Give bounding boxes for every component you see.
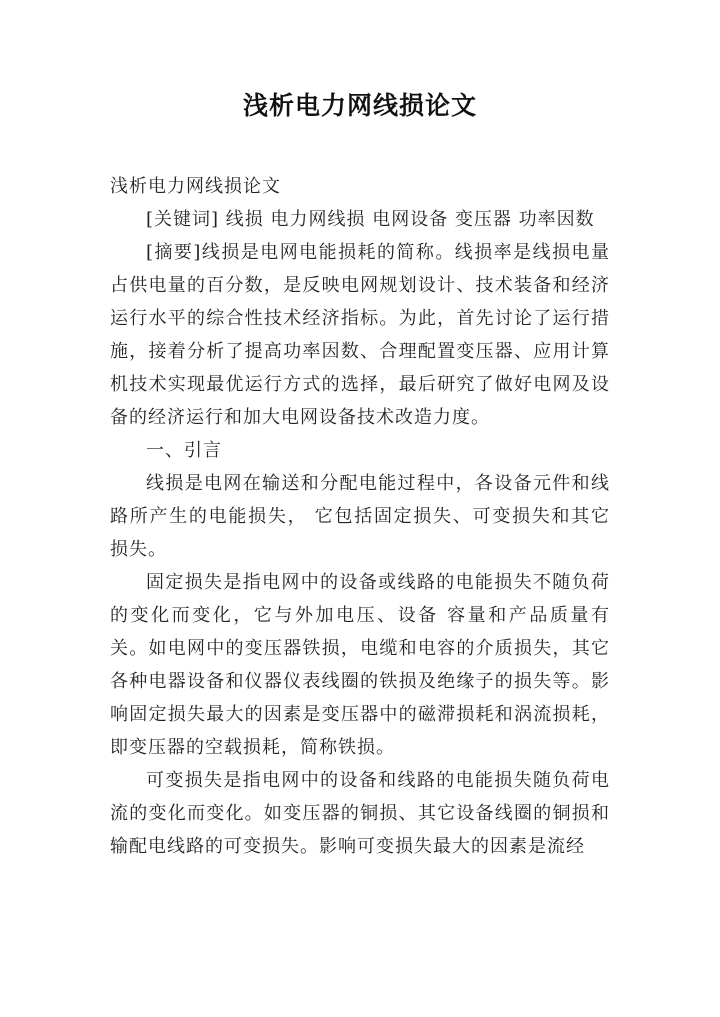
page-title: 浅析电力网线损论文 [242, 91, 477, 120]
keywords-paragraph: [关键词] 线损 电力网线损 电网设备 变压器 功率因数 [146, 209, 595, 230]
abstract-paragraph: [摘要]线损是电网电能损耗的简称。线损率是线损电量占供电量的百分数，是反映电网规划设计、技术装备和经济运行水平的综合性技术经济指标。为此，首先讨论了运行措施，接着分析了提高功率因数、合理配置变压器、应用计算机技术实现最优运行方式的选择，最后研究了做好电网及设备的经济运行和加大电网设备技术改造力度。 [110, 242, 610, 428]
subtitle-paragraph: 浅析电力网线损论文 [110, 176, 281, 197]
body-paragraph: 固定损失是指电网中的设备或线路的电能损失不随负荷的变化而变化，它与外加电压、设备 容量和产品质量有关。如电网中的变压器铁损，电缆和电容的介质损失，其它各种电器设备和仪器仪表线圈的铁损及绝缘子的损失等。影响固定损失最大的因素是变压器中的磁滞损耗和涡流损耗，即变压器的空载损耗，简称铁损。 [110, 572, 610, 758]
document-body [110, 170, 610, 863]
body-paragraph: 线损是电网在输送和分配电能过程中，各设备元件和线路所产生的电能损失， 它包括固定损失、可变损失和其它损失。 [110, 473, 610, 560]
body-paragraph: 可变损失是指电网中的设备和线路的电能损失随负荷电流的变化而变化。如变压器的铜损、其它设备线圈的铜损和输配电线路的可变损失。影响可变损失最大的因素是流经 [110, 770, 610, 857]
section-heading-introduction: 一、引言 [146, 440, 222, 461]
